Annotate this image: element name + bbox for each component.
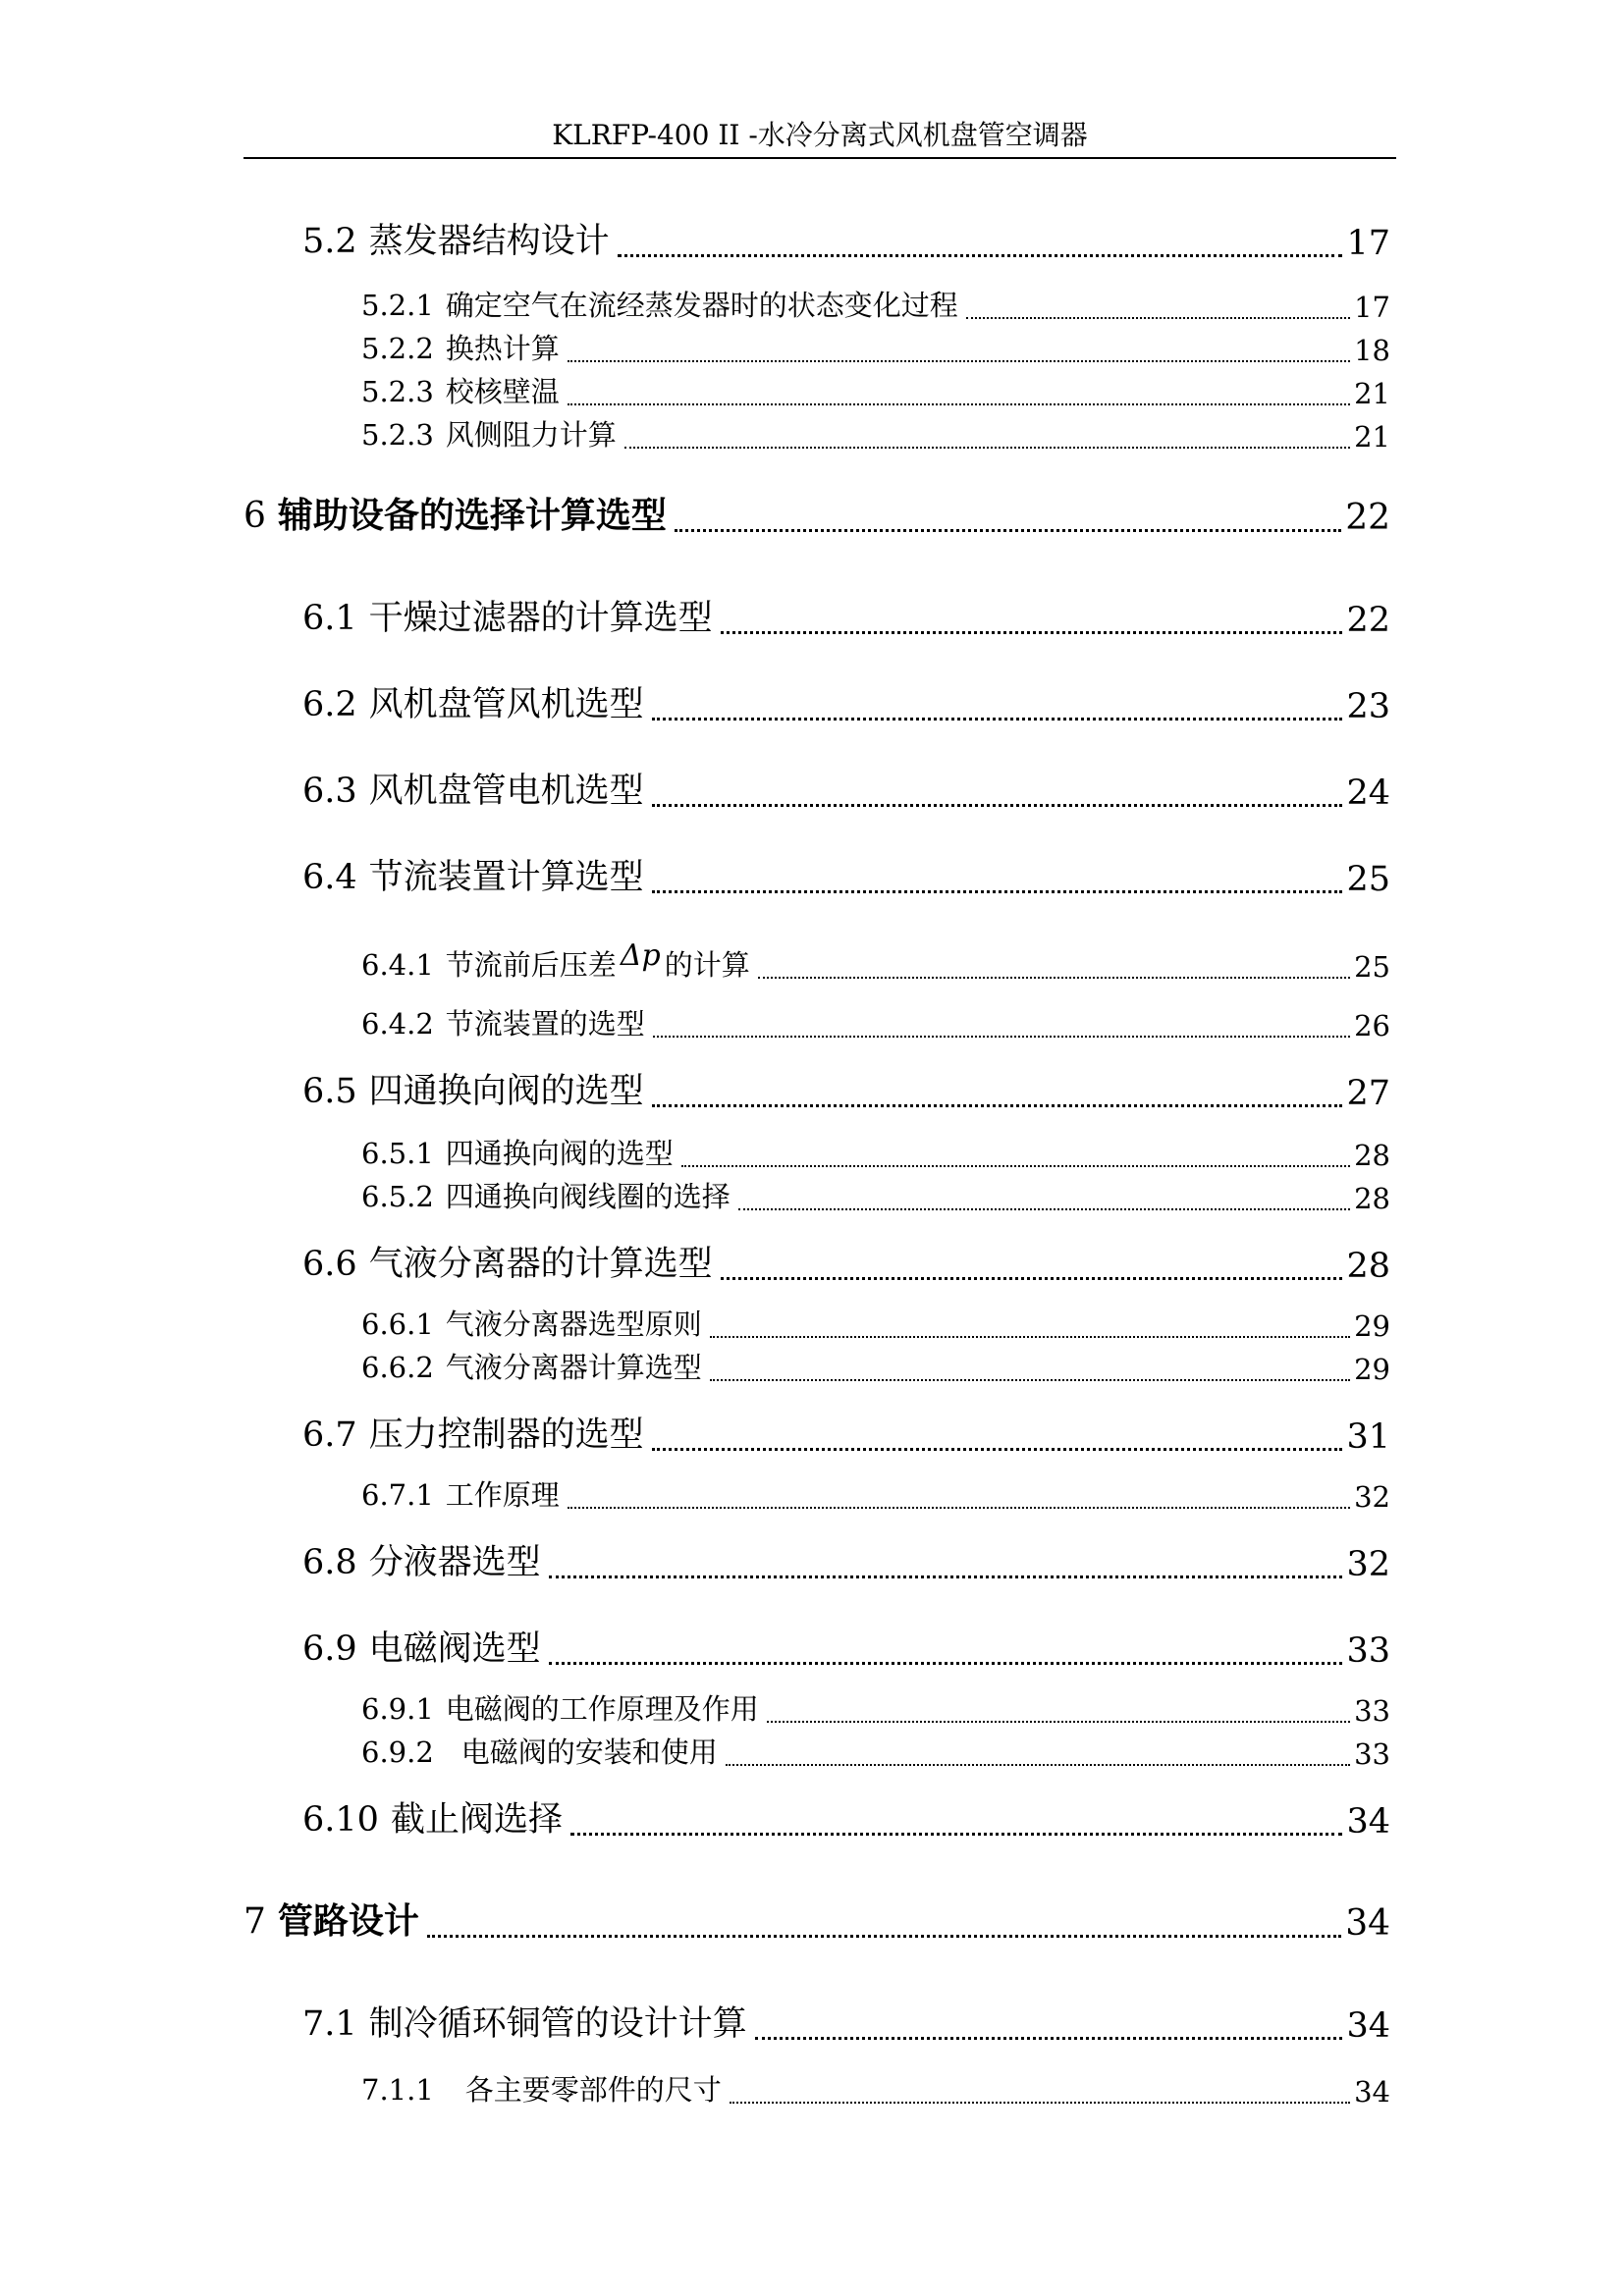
toc-number: 6 — [244, 496, 266, 536]
toc-leader-dots — [549, 1662, 1343, 1665]
toc-leader-dots — [427, 1935, 1341, 1938]
toc-title: 四通换向阀的选型 — [368, 1072, 644, 1111]
toc-number: 6.6.2 — [361, 1351, 434, 1384]
toc-title: 气液分离器选型原则 — [445, 1308, 702, 1341]
toc-number: 6.9.2 — [361, 1735, 434, 1769]
toc-entry-7-1-1[interactable] — [361, 2069, 1390, 2109]
toc-entry-6-8[interactable] — [302, 1537, 1390, 1584]
toc-leader-dots — [653, 1036, 1350, 1038]
toc-number: 6.4.1 — [361, 948, 434, 982]
toc-number: 6.3 — [302, 772, 357, 811]
toc-entry-6-9[interactable] — [302, 1624, 1390, 1671]
toc-entry-5-2[interactable] — [302, 216, 1390, 263]
toc-number: 5.2.2 — [361, 332, 434, 365]
toc-title: 各主要零部件的尺寸 — [464, 2073, 722, 2107]
toc-entry-6-4-2[interactable] — [361, 1003, 1390, 1042]
toc-entry-6-4[interactable] — [302, 852, 1390, 899]
toc-number: 6.7.1 — [361, 1478, 434, 1512]
toc-title: 截止阀选择 — [390, 1800, 563, 1840]
toc-page-number: 25 — [1346, 860, 1390, 899]
toc-number: 6.5 — [302, 1072, 357, 1111]
toc-entry-7[interactable] — [244, 1896, 1390, 1944]
toc-title: 气液分离器计算选型 — [445, 1351, 702, 1384]
toc-title: 制冷循环铜管的设计计算 — [368, 2004, 747, 2044]
toc-number: 5.2.3 — [361, 375, 434, 408]
toc-number: 5.2 — [302, 222, 357, 261]
toc-entry-6-5[interactable] — [302, 1066, 1390, 1113]
toc-page-number: 34 — [1346, 1802, 1390, 1842]
toc-title: 工作原理 — [445, 1478, 560, 1512]
toc-leader-dots — [721, 631, 1343, 634]
toc-number: 6.1 — [302, 599, 357, 638]
toc-title: 管路设计 — [277, 1900, 419, 1942]
toc-title: 确定空气在流经蒸发器时的状态变化过程 — [445, 289, 958, 322]
toc-page-number: 29 — [1354, 1353, 1390, 1386]
toc-leader-dots — [710, 1379, 1350, 1381]
toc-entry-6-10[interactable] — [302, 1794, 1390, 1842]
toc-page-number: 22 — [1346, 601, 1390, 640]
toc-leader-dots — [675, 529, 1341, 532]
toc-title-pre: 节流前后压差 — [445, 948, 617, 982]
toc-number: 6.6 — [302, 1245, 357, 1284]
toc-entry-5-2-3-a[interactable] — [361, 371, 1390, 410]
toc-entry-6-5-1[interactable] — [361, 1133, 1390, 1172]
toc-page-number: 32 — [1354, 1480, 1390, 1514]
toc-title: 四通换向阀线圈的选择 — [445, 1180, 731, 1213]
toc-entry-6-1[interactable] — [302, 593, 1390, 640]
toc-leader-dots — [755, 2037, 1343, 2040]
toc-page-number: 34 — [1354, 2075, 1390, 2109]
toc-page-number: 32 — [1346, 1545, 1390, 1584]
toc-entry-6-6-1[interactable] — [361, 1304, 1390, 1343]
toc-page-number: 21 — [1354, 420, 1390, 454]
toc-page-number: 34 — [1346, 2006, 1390, 2046]
toc-number: 6.2 — [302, 685, 357, 724]
toc-page-number: 28 — [1354, 1182, 1390, 1215]
toc-page-number: 27 — [1346, 1074, 1390, 1113]
toc-page-number: 25 — [1354, 950, 1390, 984]
toc-leader-dots — [721, 1277, 1343, 1280]
toc-number: 6.9.1 — [361, 1692, 434, 1726]
toc-page-number: 33 — [1354, 1737, 1390, 1771]
toc-leader-dots — [652, 804, 1343, 807]
toc-page-number: 33 — [1346, 1631, 1390, 1671]
toc-page-number: 22 — [1345, 498, 1390, 538]
toc-page-number: 26 — [1354, 1009, 1390, 1042]
toc-leader-dots — [624, 447, 1350, 449]
toc-entry-6[interactable] — [244, 491, 1390, 538]
toc-page-number: 33 — [1354, 1694, 1390, 1728]
toc-leader-dots — [730, 2102, 1350, 2104]
toc-title: 风机盘管风机选型 — [368, 685, 644, 724]
toc-entry-6-9-2[interactable] — [361, 1732, 1390, 1771]
toc-leader-dots — [767, 1721, 1350, 1723]
toc-number: 7.1 — [302, 2004, 357, 2044]
toc-title: 节流装置计算选型 — [368, 858, 644, 897]
toc-page-number: 17 — [1346, 224, 1390, 263]
toc-leader-dots — [966, 317, 1350, 319]
toc-title: 风机盘管电机选型 — [368, 772, 644, 811]
toc-entry-6-3[interactable] — [302, 766, 1390, 813]
toc-entry-5-2-3-b[interactable] — [361, 414, 1390, 454]
toc-leader-dots — [652, 1104, 1343, 1107]
toc-number: 6.10 — [302, 1800, 379, 1840]
toc-leader-dots — [681, 1165, 1350, 1167]
toc-title: 电磁阀选型 — [368, 1629, 541, 1669]
toc-page-number: 34 — [1345, 1903, 1390, 1944]
toc-entry-6-4-1[interactable] — [361, 938, 1390, 984]
toc-number: 6.5.2 — [361, 1180, 434, 1213]
toc-leader-dots — [549, 1575, 1343, 1578]
toc-title: 四通换向阀的选型 — [445, 1137, 674, 1170]
toc-title: 风侧阻力计算 — [445, 418, 617, 452]
toc-leader-dots — [618, 254, 1343, 257]
toc-title: 蒸发器结构设计 — [368, 222, 610, 261]
toc-title: 分液器选型 — [368, 1543, 541, 1582]
toc-entry-6-9-1[interactable] — [361, 1688, 1390, 1728]
toc-number: 5.2.3 — [361, 418, 434, 452]
toc-page-number: 28 — [1346, 1247, 1390, 1286]
toc-entry-6-5-2[interactable] — [361, 1176, 1390, 1215]
toc-number: 6.4 — [302, 858, 357, 897]
toc-title: 电磁阀的安装和使用 — [460, 1735, 718, 1769]
toc-number: 6.5.1 — [361, 1137, 434, 1170]
toc-number: 6.8 — [302, 1543, 357, 1582]
toc-entry-5-2-2[interactable] — [361, 328, 1390, 367]
toc-page-number: 17 — [1354, 291, 1390, 324]
toc-leader-dots — [652, 1448, 1343, 1451]
toc-leader-dots — [568, 360, 1350, 362]
toc-leader-dots — [568, 1507, 1350, 1509]
toc-leader-dots — [738, 1208, 1350, 1210]
toc-number: 5.2.1 — [361, 289, 434, 322]
toc-title: 换热计算 — [445, 332, 560, 365]
toc-leader-dots — [652, 890, 1343, 893]
toc-page-number: 24 — [1346, 774, 1390, 813]
toc-number: 6.6.1 — [361, 1308, 434, 1341]
toc-title: 辅助设备的选择计算选型 — [277, 495, 667, 536]
running-header: KLRFP-400 II -水冷分离式风机盘管空调器 — [552, 119, 1088, 151]
toc-title: 气液分离器的计算选型 — [368, 1245, 713, 1284]
toc-leader-dots — [758, 977, 1350, 979]
toc-leader-dots — [710, 1336, 1350, 1338]
toc-page-number: 18 — [1354, 334, 1390, 367]
toc-page-number: 21 — [1354, 377, 1390, 410]
toc-entry-6-6-2[interactable] — [361, 1347, 1390, 1386]
toc-number: 6.9 — [302, 1629, 357, 1669]
toc-page-number: 31 — [1346, 1417, 1390, 1457]
toc-entry-6-7-1[interactable] — [361, 1474, 1390, 1514]
toc-leader-dots — [652, 718, 1343, 721]
toc-title: 电磁阀的工作原理及作用 — [445, 1692, 759, 1726]
toc-entry-6-2[interactable] — [302, 679, 1390, 726]
toc-number: 6.7 — [302, 1415, 357, 1455]
toc-title: 节流装置的选型 — [445, 1007, 645, 1041]
toc-entry-7-1[interactable] — [302, 1999, 1390, 2046]
toc-page-number: 29 — [1354, 1309, 1390, 1343]
toc-title-post: 的计算 — [664, 948, 750, 982]
toc-title: 干燥过滤器的计算选型 — [368, 599, 713, 638]
toc-entry-6-7[interactable] — [302, 1410, 1390, 1457]
toc-entry-5-2-1[interactable] — [361, 285, 1390, 324]
toc-leader-dots — [568, 403, 1350, 405]
toc-number: 7.1.1 — [361, 2073, 434, 2107]
toc-entry-6-6[interactable] — [302, 1239, 1390, 1286]
toc-leader-dots — [570, 1833, 1343, 1836]
toc-number: 6.4.2 — [361, 1007, 434, 1041]
toc-page-number: 23 — [1346, 687, 1390, 726]
toc-number: 7 — [244, 1901, 266, 1942]
toc-title: 压力控制器的选型 — [368, 1415, 644, 1455]
toc-title: 校核壁温 — [445, 375, 560, 408]
delta-p-symbol: Δp — [620, 938, 661, 973]
toc-leader-dots — [726, 1764, 1350, 1766]
toc-page-number: 28 — [1354, 1139, 1390, 1172]
